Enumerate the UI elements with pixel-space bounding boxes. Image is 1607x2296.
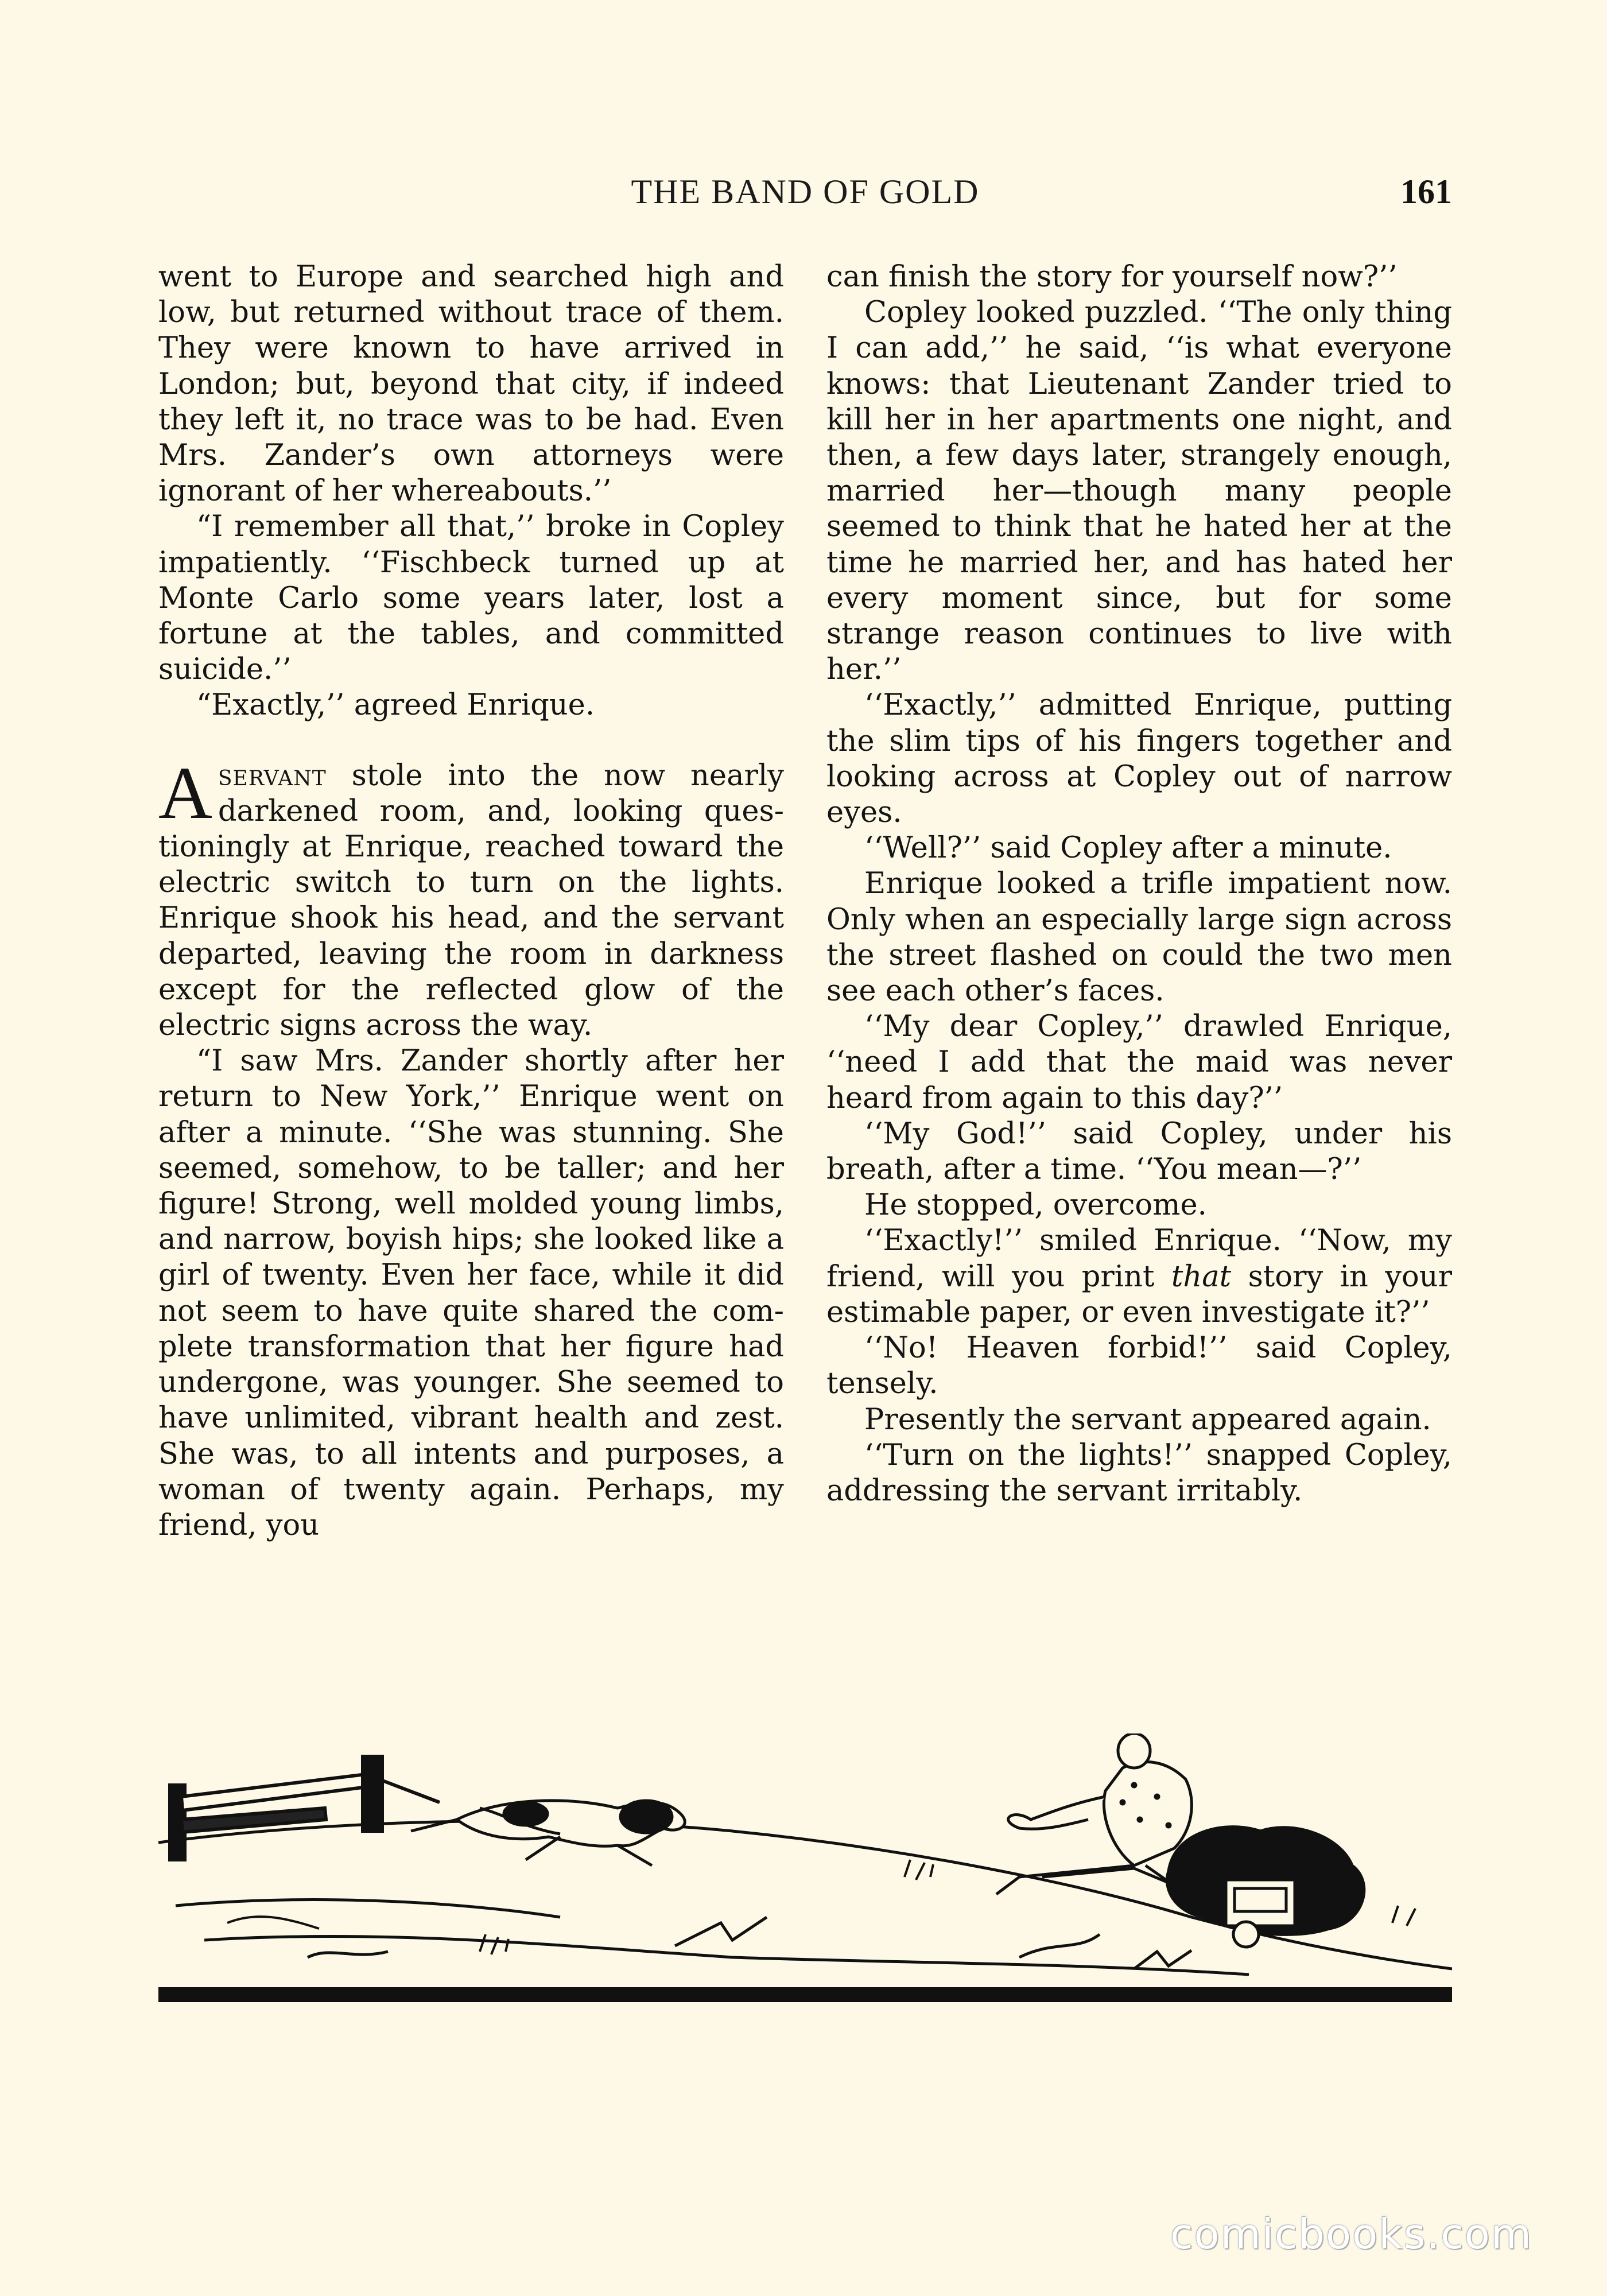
illustration-svg — [158, 1733, 1452, 2003]
watermark: comicbooks.com — [1170, 2210, 1532, 2258]
paragraph-text: story in your estimable paper, or even investigate it?’’ — [826, 1259, 1452, 1329]
paragraph — [826, 1223, 1452, 1331]
paragraph: Enrique looked a trifle impatient now. Only when an especially large sign across the street flashed on could the two men see each other’s faces. — [826, 867, 1452, 1009]
drop-cap: A — [158, 751, 212, 835]
paragraph: “I saw Mrs. Zander shortly after her return to New York,’’ Enrique went on after a minute. ‘‘She was stunning. She seemed, somehow, to be taller; and her figure! Strong, well molded young limbs, and narrow, boyish hips; she looked like a girl of twenty. Even her face, while it did not seem to have quite shared the complete transformation that her figure had undergone, was younger. She seemed to have unlimited, vibrant health and zest. She was, to all intents and purposes, a woman of twenty again. Perhaps, my friend, you — [158, 1044, 784, 1542]
page-number: 161 — [1400, 173, 1452, 211]
paragraph: can finish the story for yourself now?’’ — [826, 260, 1398, 294]
right-column — [826, 259, 1452, 1509]
left-column — [158, 259, 784, 1543]
paragraph: He stopped, overcome. — [864, 1188, 1207, 1223]
page-header — [158, 172, 1452, 224]
fence-icon — [170, 1756, 440, 1860]
emphasized-word: that — [1171, 1259, 1232, 1294]
paragraph: “I remember all that,’’ broke in Copley impatiently. ‘‘Fischbeck turned up at Monte Carlo some years later, lost a fortune at the tables, and committed suicide.’’ — [158, 510, 784, 687]
bush-and-car-icon — [1167, 1827, 1364, 1947]
small-caps-word: servant — [218, 758, 327, 793]
section-opening-paragraph — [158, 751, 784, 1044]
paragraph: “Exactly,’’ agreed Enrique. — [196, 688, 595, 723]
paragraph: ‘‘Exactly,’’ admitted Enrique, putting the slim tips of his fingers together and looking across at Copley out of narrow eyes. — [826, 688, 1452, 830]
ground-band — [158, 1987, 1452, 2002]
paragraph: Copley looked puzzled. ‘‘The only thing I can add,’’ he said, ‘‘is what everyone knows: that Lieutenant Zander tried to kill her in her apartments one night, and then, a few days later, strangely enough, married her—though many people seemed to think that he hated her at the time he married her, and has hated her every moment since, but for some strange reason continues to live with her.’’ — [826, 296, 1452, 687]
paragraph: Presently the servant appeared again. — [864, 1402, 1431, 1437]
paragraph: ‘‘Turn on the lights!’’ snapped Copley, addressing the servant irritably. — [826, 1438, 1452, 1508]
paragraph: ‘‘No! Heaven forbid!’’ said Copley, tensely. — [826, 1331, 1452, 1401]
paragraph-text: stole into the now nearly darkened room, and, looking questioningly at Enrique, reached toward the electric switch to turn on the lights. Enrique shook his head, and the servant departed, leaving the room in darkness except for the reflected glow of the electric signs across the way. — [158, 758, 784, 1043]
chase-illustration — [158, 1733, 1452, 2003]
paragraph: ‘‘My God!’’ said Copley, under his breath, after a time. ‘‘You mean—?’’ — [826, 1116, 1452, 1187]
paragraph-text: ‘‘Exactly!’’ smiled Enrique. ‘‘Now, my friend, will you print — [826, 1224, 1452, 1294]
paragraph: went to Europe and searched high and low, but returned without trace of them. They were known to have arrived in London; but, beyond that city, if indeed they left it, no trace was to be had. Even Mrs. Zander’s own attorneys were ignorant of her whereabouts.’’ — [158, 260, 784, 509]
paragraph: ‘‘My dear Copley,’’ drawled Enrique, ‘‘need I add that the maid was never heard from again to this day?’’ — [826, 1010, 1452, 1115]
running-title: THE BAND OF GOLD — [631, 173, 980, 211]
dog-icon — [411, 1801, 685, 1865]
paragraph: ‘‘Well?’’ said Copley after a minute. — [864, 831, 1392, 866]
